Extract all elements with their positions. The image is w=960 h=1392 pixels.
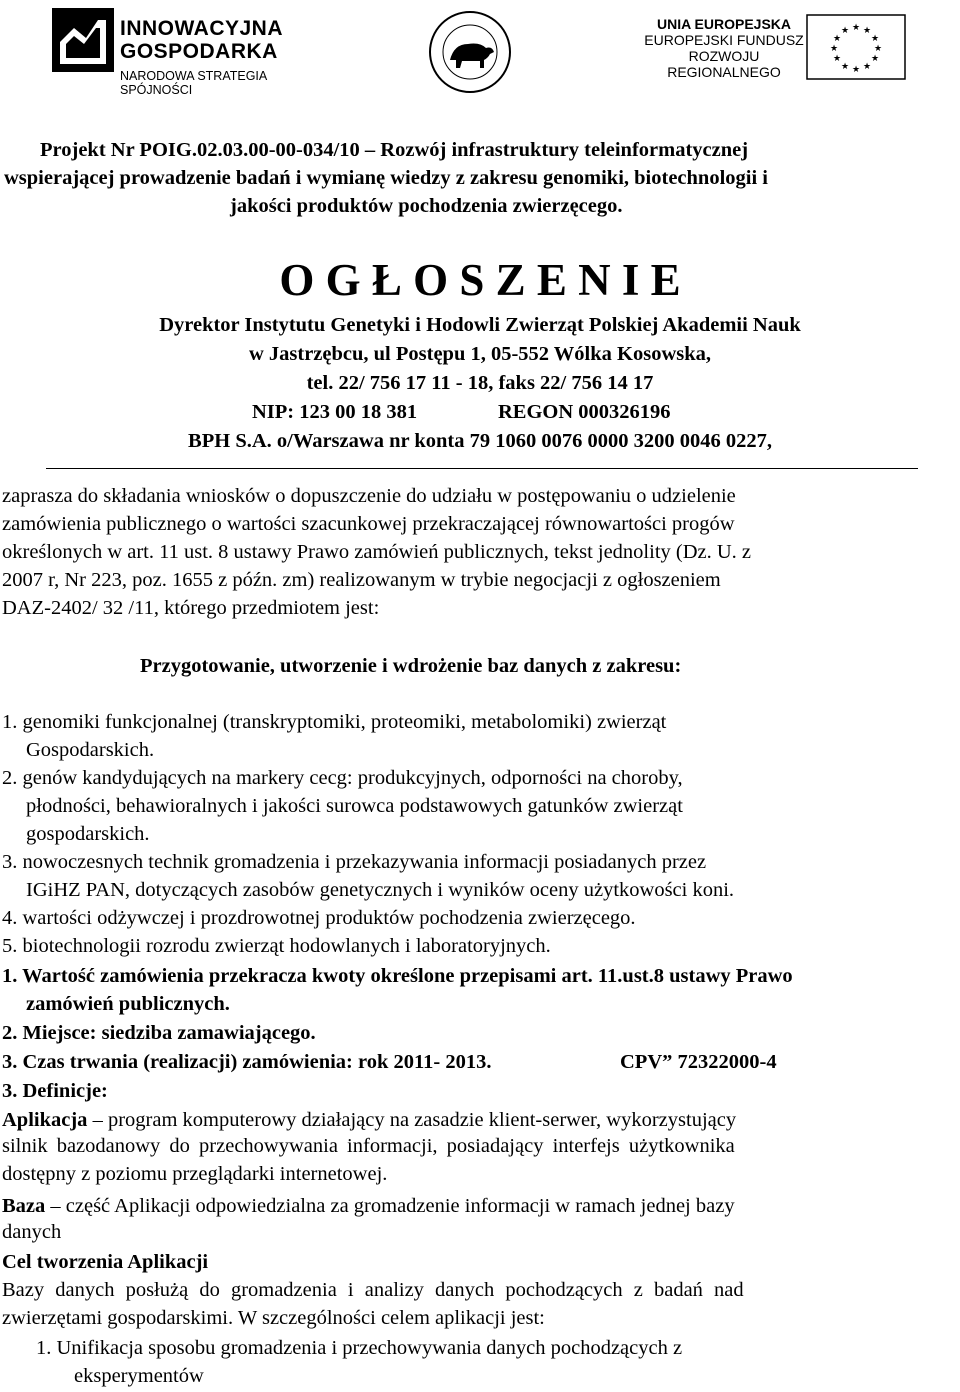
svg-text:★: ★ (840, 62, 850, 72)
definitions-heading: 3. Definicje: (2, 1080, 108, 1102)
svg-text:★: ★ (870, 54, 880, 64)
cpv-code: CPV” 72322000-4 (620, 1051, 777, 1073)
def-app-line2: silnik bazodanowy do przechowywania informacji, posiadający interfejs użytkownika (2, 1135, 735, 1157)
def-base-term: Baza (2, 1195, 46, 1217)
svg-text:★: ★ (832, 54, 842, 64)
ig-line2: GOSPODARKA (120, 40, 278, 63)
institute-seal-icon (424, 8, 516, 96)
issuer-regon: REGON 000326196 (498, 401, 671, 423)
scope-item-5: 5. biotechnologii rozrodu zwierząt hodowlanych i laboratoryjnych. (2, 935, 551, 957)
project-title-line3: jakości produktów pochodzenia zwierzęcego. (230, 195, 623, 217)
intro-line1: zaprasza do składania wniosków o dopuszczenie do udziału w postępowaniu o udzielenie (2, 485, 736, 507)
condition-2: 2. Miejsce: siedziba zamawiającego. (2, 1022, 316, 1044)
def-base-line2: danych (2, 1221, 62, 1243)
goal-heading: Cel tworzenia Aplikacji (2, 1251, 209, 1273)
scope-item-4: 4. wartości odżywczej i prozdrowotnej produktów pochodzenia zwierzęcego. (2, 907, 636, 929)
def-app-line1: Aplikacja – program komputerowy działający na zasadzie klient-serwer, wykorzystujący (2, 1109, 737, 1131)
intro-line3: określonych w art. 11 ust. 8 ustawy Prawo zamówień publicznych, tekst jednolity (Dz. U. z (2, 541, 752, 563)
ig-line1: INNOWACYJNA (120, 17, 284, 40)
scope-item-2: 2. genów kandydujących na markery cecg: produkcyjnych, odporności na choroby, (2, 767, 683, 789)
scope-item-1-cont: Gospodarskich. (26, 739, 155, 761)
svg-text:★: ★ (862, 62, 872, 72)
scope-item-1: 1. genomiki funkcjonalnej (transkryptomiki, proteomiki, metabolomiki) zwierząt (2, 711, 667, 733)
goal-line2: zwierzętami gospodarskimi. W szczególności celem aplikacji jest: (2, 1307, 545, 1329)
separator-line (46, 468, 918, 469)
intro-line2: zamówienia publicznego o wartości szacunkowej przekraczającej równowartości progów (2, 513, 735, 535)
ig-flag-icon (52, 8, 114, 72)
scope-item-3: 3. nowoczesnych technik gromadzenia i przekazywania informacji posiadanych przez (2, 851, 707, 873)
eu-stars-icon (806, 14, 906, 80)
svg-text:★: ★ (851, 65, 861, 75)
issuer-nip: NIP: 123 00 18 381 (252, 401, 418, 423)
eu-flag (806, 14, 906, 80)
condition-1-cont: zamówień publicznych. (26, 993, 230, 1015)
goal-line1: Bazy danych posłużą do gromadzenia i analizy danych pochodzących z badań nad (2, 1279, 744, 1301)
intro-line5: DAZ-2402/ 32 /11, którego przedmiotem jest: (2, 597, 380, 619)
def-app-term: Aplikacja (2, 1109, 88, 1131)
svg-text:★: ★ (851, 23, 861, 33)
scope-item-2-cont1: płodności, behawioralnych i jakości surowca podstawowych gatunków zwierząt (26, 795, 683, 817)
svg-text:★: ★ (829, 44, 839, 54)
goal-item-1: 1. Unifikacja sposobu gromadzenia i przechowywania danych pochodzących z (36, 1337, 683, 1359)
svg-text:★: ★ (873, 44, 883, 54)
scope-item-3-cont: IGiHZ PAN, dotyczących zasobów genetycznych i wyników oceny użytkowości koni. (26, 879, 735, 901)
def-base-line1: Baza – część Aplikacji odpowiedzialna za gromadzenie informacji w ramach jednej bazy (2, 1195, 735, 1217)
svg-text:★: ★ (870, 34, 880, 44)
subject-heading: Przygotowanie, utworzenie i wdrożenie baz danych z zakresu: (140, 655, 682, 677)
condition-1: 1. Wartość zamówienia przekracza kwoty określone przepisami art. 11.ust.8 ustawy Prawo (2, 965, 793, 987)
institute-logo (424, 8, 516, 96)
issuer-line2: w Jastrzębcu, ul Postępu 1, 05-552 Wólka Kosowska, (248, 343, 712, 365)
condition-3: 3. Czas trwania (realizacji) zamówienia: rok 2011- 2013. (2, 1051, 492, 1073)
svg-text:★: ★ (832, 34, 842, 44)
announcement-heading: O G Ł O S Z E N I E (279, 255, 681, 305)
ig-line3: NARODOWA STRATEGIA SPÓJNOŚCI (120, 69, 267, 97)
intro-line4: 2007 r, Nr 223, poz. 1655 z późn. zm) realizowanym w trybie negocjacji z ogłoszeniem (2, 569, 721, 591)
ue-line1: UNIA EUROPEJSKA (656, 16, 792, 32)
svg-text:★: ★ (840, 26, 850, 36)
goal-item-1-cont: eksperymentów (74, 1365, 204, 1387)
issuer-line1: Dyrektor Instytutu Genetyki i Hodowli Zwierząt Polskiej Akademii Nauk (159, 314, 801, 336)
project-title-line2: wspierającej prowadzenie badań i wymianę wiedzy z zakresu genomiki, biotechnologii i (4, 167, 768, 189)
ue-line2: EUROPEJSKI FUNDUSZ (644, 32, 804, 48)
scope-item-2-cont2: gospodarskich. (26, 823, 150, 845)
issuer-phone: tel. 22/ 756 17 11 - 18, faks 22/ 756 14 17 (306, 372, 654, 394)
innowacyjna-gospodarka-logo (52, 8, 342, 97)
def-app-line3: dostępny z poziomu przeglądarki internetowej. (2, 1163, 388, 1185)
project-title-line1: Projekt Nr POIG.02.03.00-00-034/10 – Rozwój infrastruktury teleinformatycznej (40, 139, 749, 161)
ue-line3: ROZWOJU REGIONALNEGO (667, 48, 781, 80)
eu-fund-logo (634, 16, 814, 80)
svg-text:★: ★ (862, 26, 872, 36)
issuer-bank: BPH S.A. o/Warszawa nr konta 79 1060 0076 0000 3200 0046 0227, (188, 430, 772, 452)
